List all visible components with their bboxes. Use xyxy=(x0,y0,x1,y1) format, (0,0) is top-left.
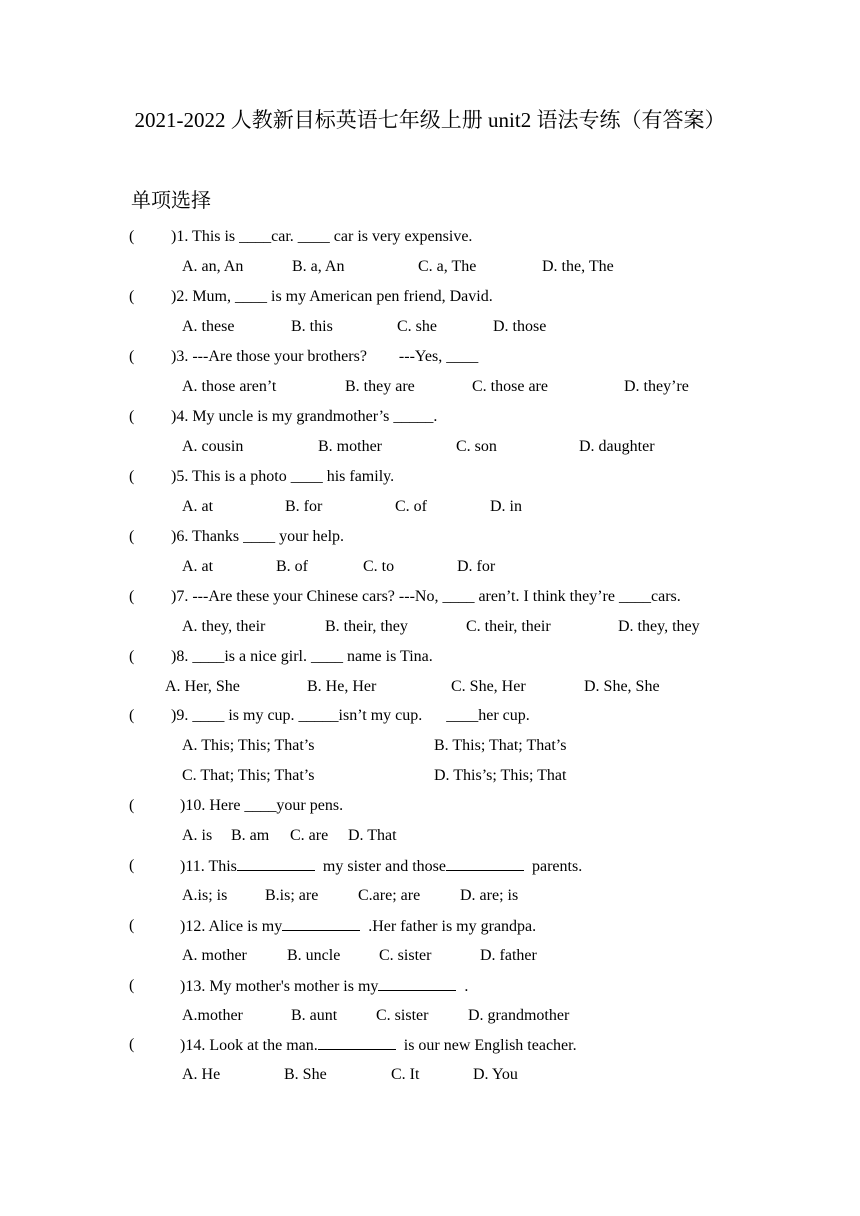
question-text-part: .Her father is my grandpa. xyxy=(368,918,537,935)
option-b: B. this xyxy=(291,318,333,335)
question-text: )10. Here ____your pens. xyxy=(180,797,344,814)
question-text: )9. ____ is my cup. _____isn’t my cup. ____her cup. xyxy=(171,707,530,724)
option-a: A. mother xyxy=(182,947,247,964)
option-b: B. for xyxy=(285,498,323,515)
option-d: D. This’s; This; That xyxy=(434,767,567,784)
option-c: C.are; are xyxy=(358,887,421,904)
option-b: B. am xyxy=(231,827,270,844)
question-text: )6. Thanks ____ your help. xyxy=(171,528,345,545)
question-text: )4. My uncle is my grandmother’s _____. xyxy=(171,408,438,425)
question-text: )5. This is a photo ____ his family. xyxy=(171,468,395,485)
answer-paren: ( xyxy=(129,797,135,814)
option-c: C. to xyxy=(363,558,395,575)
question-text xyxy=(180,976,468,997)
option-b: B. aunt xyxy=(291,1007,338,1024)
option-d: D. they, they xyxy=(618,618,700,635)
option-a: A.is; is xyxy=(182,887,228,904)
option-c: C. She, Her xyxy=(451,678,526,695)
option-a: A. those aren’t xyxy=(182,378,277,395)
option-c: C. a, The xyxy=(418,258,477,275)
answer-paren: ( xyxy=(129,288,135,305)
option-c: C. of xyxy=(395,498,427,515)
answer-paren: ( xyxy=(129,648,135,665)
option-a: A. is xyxy=(182,827,213,844)
question-text xyxy=(180,856,582,877)
option-b: B.is; are xyxy=(265,887,319,904)
answer-blank xyxy=(378,976,456,991)
answer-paren: ( xyxy=(129,707,135,724)
option-b: B. they are xyxy=(345,378,415,395)
option-d: D. daughter xyxy=(579,438,655,455)
question-text-part: my sister and those xyxy=(322,858,446,875)
answer-paren: ( xyxy=(129,228,135,245)
option-b: B. mother xyxy=(318,438,382,455)
answer-paren: ( xyxy=(129,977,135,994)
option-c: C. their, their xyxy=(466,618,551,635)
answer-blank xyxy=(282,916,360,931)
option-d: D. father xyxy=(480,947,537,964)
option-a: A. they, their xyxy=(182,618,266,635)
answer-paren: ( xyxy=(129,857,135,874)
option-d: D. the, The xyxy=(542,258,614,275)
option-d: D. in xyxy=(490,498,522,515)
option-c: C. sister xyxy=(379,947,432,964)
answer-paren: ( xyxy=(129,588,135,605)
option-d: D. She, She xyxy=(584,678,660,695)
option-d: D. That xyxy=(348,827,397,844)
option-c: C. she xyxy=(397,318,437,335)
question-text xyxy=(180,1035,577,1056)
option-c: C. sister xyxy=(376,1007,429,1024)
question-text: )2. Mum, ____ is my American pen friend, David. xyxy=(171,288,493,305)
question-text-part: )11. This xyxy=(180,858,237,875)
answer-paren: ( xyxy=(129,1036,135,1053)
question-text-part: parents. xyxy=(531,858,583,875)
option-d: D. are; is xyxy=(460,887,519,904)
question-text: )7. ---Are these your Chinese cars? ---No, ____ aren’t. I think they’re ____cars. xyxy=(171,588,681,605)
option-c: C. are xyxy=(290,827,329,844)
option-d: D. they’re xyxy=(624,378,689,395)
question-text-part: )12. Alice is my xyxy=(180,918,283,935)
option-a: A. an, An xyxy=(182,258,244,275)
answer-blank xyxy=(237,856,315,871)
question-text xyxy=(180,916,536,937)
option-a: A. This; This; That’s xyxy=(182,737,315,754)
option-b: B. their, they xyxy=(325,618,408,635)
option-a: A.mother xyxy=(182,1007,243,1024)
option-a: A. He xyxy=(182,1066,221,1083)
question-text: )3. ---Are those your brothers? ---Yes, ____ xyxy=(171,348,479,365)
answer-paren: ( xyxy=(129,408,135,425)
option-c: C. those are xyxy=(472,378,548,395)
option-b: B. of xyxy=(276,558,308,575)
option-b: B. uncle xyxy=(287,947,341,964)
option-a: A. these xyxy=(182,318,235,335)
option-d: D. for xyxy=(457,558,496,575)
option-c: C. That; This; That’s xyxy=(182,767,315,784)
question-text-part: )14. Look at the man. xyxy=(180,1037,318,1054)
question-text-part: . xyxy=(464,978,469,995)
option-a: A. cousin xyxy=(182,438,244,455)
option-a: A. Her, She xyxy=(165,678,240,695)
option-b: B. She xyxy=(284,1066,327,1083)
option-b: B. This; That; That’s xyxy=(434,737,567,754)
question-text: )1. This is ____car. ____ car is very expensive. xyxy=(171,228,473,245)
option-c: C. It xyxy=(391,1066,420,1083)
answer-paren: ( xyxy=(129,468,135,485)
option-d: D. You xyxy=(473,1066,518,1083)
section-heading: 单项选择 xyxy=(131,190,211,212)
document-title: 2021-2022 人教新目标英语七年级上册 unit2 语法专练（有答案） xyxy=(134,108,726,132)
answer-paren: ( xyxy=(129,348,135,365)
question-text-part: )13. My mother's mother is my xyxy=(180,978,379,995)
option-d: D. those xyxy=(493,318,547,335)
option-b: B. He, Her xyxy=(307,678,377,695)
answer-paren: ( xyxy=(129,528,135,545)
answer-blank xyxy=(318,1035,396,1050)
option-c: C. son xyxy=(456,438,497,455)
question-text-part: is our new English teacher. xyxy=(403,1037,577,1054)
option-a: A. at xyxy=(182,498,214,515)
answer-blank xyxy=(446,856,524,871)
answer-paren: ( xyxy=(129,917,135,934)
option-d: D. grandmother xyxy=(468,1007,570,1024)
option-b: B. a, An xyxy=(292,258,345,275)
question-text: )8. ____is a nice girl. ____ name is Tina. xyxy=(171,648,433,665)
option-a: A. at xyxy=(182,558,214,575)
